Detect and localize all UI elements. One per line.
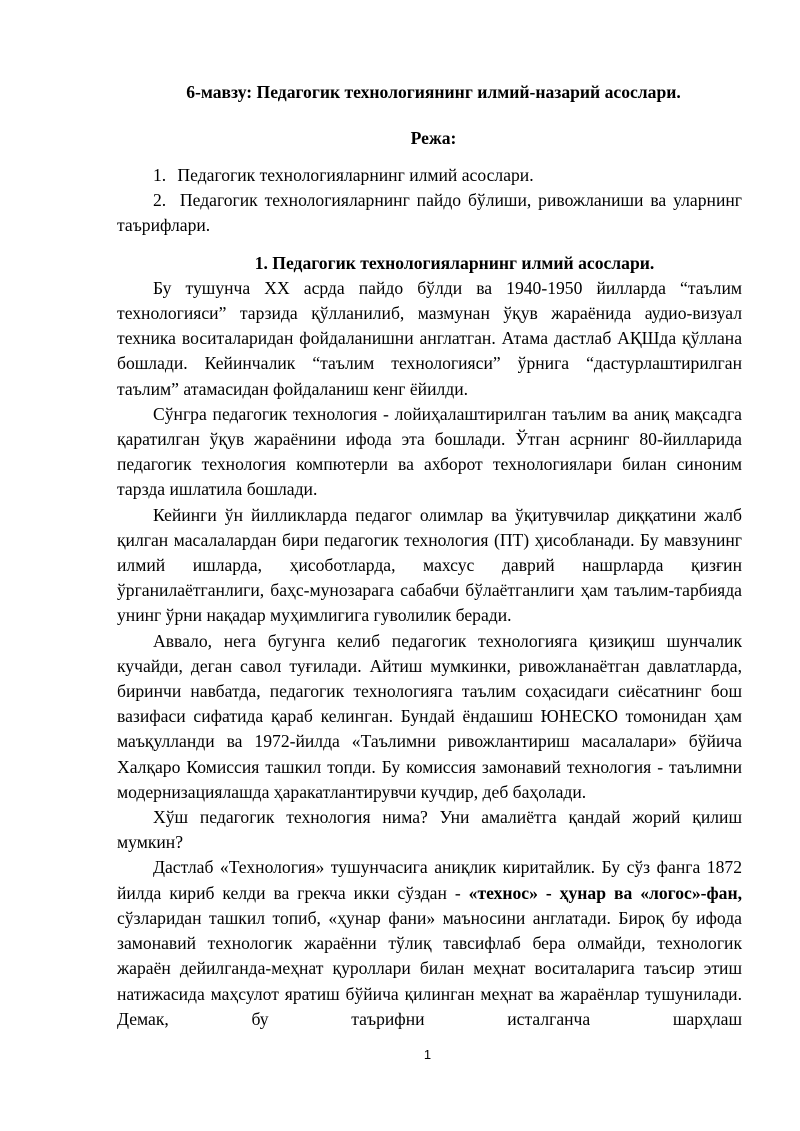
plan-item-text: Педагогик технологияларнинг пайдо бўлиши, ривожланиши ва уларнинг таърифлари. xyxy=(117,190,743,236)
plan-item xyxy=(117,163,742,188)
page-number: 1 xyxy=(423,1047,432,1062)
plan-item-number: 1. xyxy=(153,165,167,185)
plan-item-number: 2. xyxy=(153,190,167,211)
paragraph: Кейинги ўн йилликларда педагог олимлар ва ўқитувчилар диққатини жалб қилган масалалардан бири педагогик технология (ПТ) ҳисобланади. Бу мавзунинг илмий ишларда, ҳисоботларда, махсус даврий нашрларда қизғин ўрганилаётганлиги, баҳс-мунозарага сабабчи бўлаётганлиги ҳам таълим-тарбияда унинг ўрни нақадар муҳимлигига гуволилик беради. xyxy=(117,504,742,626)
plan-item-text: Педагогик технологияларнинг илмий асослари. xyxy=(177,165,534,185)
bold-term: «технос» - ҳунар ва «логос»-фан, xyxy=(468,882,742,903)
plan-title: Режа: xyxy=(410,128,457,148)
plan-list xyxy=(117,163,742,239)
paragraph: Аввало, нега бугунга келиб педагогик технологияга қизиқиш шунчалик кучайди, деган савол туғилади. Айтиш мумкинки, ривожланаётган давлатларда, биринчи навбатда, педагогик технологияга таълим соҳасидаги сиёсатнинг бош вазифаси сифатида қараб келинган. Бундай ёндашиш ЮНЕСКО томонидан ҳам маъқулланди ва 1972-йилда «Таълимни ривожлантириш масалалари» бўйича Халқаро Комиссия ташкил топди. Бу комиссия замонавий технология - таълимни модернизациялашда ҳаракатлантирувчи кучдир, деб баҳолади. xyxy=(117,630,742,802)
section-heading: 1. Педагогик технологияларнинг илмий асослари. xyxy=(254,252,655,273)
paragraph-text: Дастлаб «Технология» тушунчасига аниқлик киритайлик. Бу сўз фанга 1872 йилда кириб келди ва грекча икки сўздан - xyxy=(117,857,742,903)
plan-item xyxy=(117,188,742,238)
paragraph-text: сўзларидан ташкил топиб, «ҳунар фани» маъносини англатади. Бироқ бу ифода замонавий технологик жараённи тўлиқ тавсифлаб бера олмайди, технологик жараён дейилганда-меҳнат қуроллари билан меҳнат воситаларига таъсир этиш натижасида маҳсулот яратиш бўйича қилинган меҳнат ва жараёнлар тушунилади. Демак, бу таърифни исталганча шарҳлаш xyxy=(117,907,742,1029)
paragraph xyxy=(117,855,742,1031)
page-title: 6-мавзу: Педагогик технологиянинг илмий-назарий асослари. xyxy=(186,82,681,102)
paragraph: Сўнгра педагогик технология - лойиҳалаштирилган таълим ва аниқ мақсадга қаратилган ўқув жараёнини ифода эта бошлади. Ўтган асрнинг 80-йилларида педагогик технология компютерли ва ахборот технологиялари билан синоним тарзда ишлатила бошлади. xyxy=(117,403,742,500)
page-content xyxy=(117,80,742,1032)
paragraph: Бу тушунча XX асрда пайдо бўлди ва 1940-1950 йилларда “таълим технологияси” тарзида қўлланилиб, мазмунан ўқув жараёнида аудио-визуал техника воситаларидан фойдаланишни англатган. Атама дастлаб АҚШда қўллана бошлади. Кейинчалик “таълим технологияси” ўрнига “дастурлаштирилган таълим” атамасидан фойдаланиш кенг ёйилди. xyxy=(117,277,742,399)
paragraph: Хўш педагогик технология нима? Уни амалиётга қандай жорий қилиш мумкин? xyxy=(117,807,742,853)
